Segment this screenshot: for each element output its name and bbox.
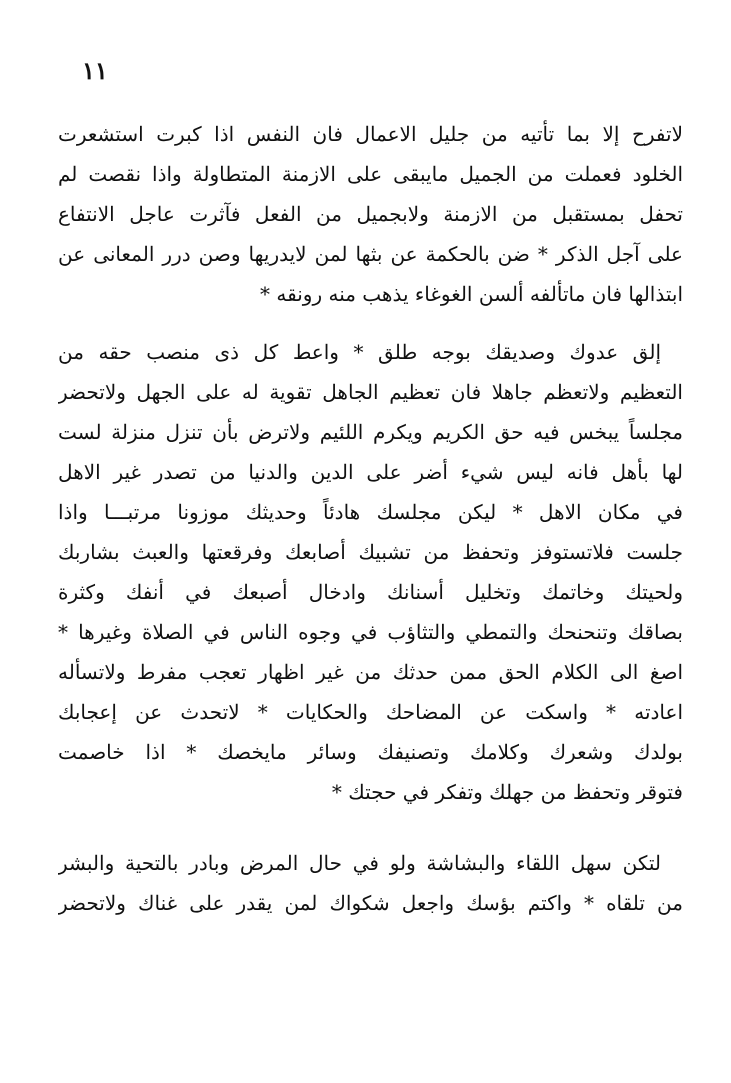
- text-line: إلق عدوك وصديقك بوجه طلق * واعط كل ذى منصب حقه من: [58, 340, 661, 364]
- text-line: من تلقاه * واكتم بؤسك واجعل شكواك لمن يقدر على غناك ولاتحضر: [58, 891, 683, 915]
- text-line: ولحيتك وخاتمك وتخليل أسنانك وادخال أصبعك في أنفك وكثرة: [58, 580, 683, 604]
- text-line: لاتفرح إلا بما تأتيه من جليل الاعمال فان النفس اذا كبرت استشعرت: [58, 122, 683, 146]
- paragraph-2: [58, 332, 683, 812]
- text-line: مجلساً يبخس فيه حق الكريم ويكرم اللئيم ولاترض بأن تنزل منزلة لست: [58, 420, 683, 444]
- text-line: بصاقك وتنحنحك والتمطي والتثاؤب في وجوه الناس في الصلاة وغيرها *: [58, 620, 683, 644]
- paragraph-1: [58, 114, 683, 314]
- page-number: ١١: [82, 56, 108, 85]
- text-line: فتوقر وتحفظ من جهلك وتفكر في حجتك *: [331, 780, 683, 804]
- text-line: الخلود فعملت من الجميل مايبقى على الازمنة المتطاولة واذا نقصت لم: [58, 162, 683, 186]
- text-line: في مكان الاهل * ليكن مجلسك هادئاً وحديثك موزونا مرتبـــا واذا: [58, 500, 683, 524]
- paragraph-3: [58, 843, 683, 923]
- text-line: تحفل بمستقبل من الازمنة ولابجميل من الفعل فآثرت عاجل الانتفاع: [58, 202, 683, 226]
- text-line: لها بأهل فانه ليس شيء أضر على الدين والدنيا من تصدر غير الاهل: [58, 460, 683, 484]
- text-line: اعادته * واسكت عن المضاحك والحكايات * لاتحدث عن إعجابك: [58, 700, 683, 724]
- text-line: على آجل الذكر * ضن بالحكمة عن بثها لمن لايدريها وصن درر المعانى عن: [58, 242, 683, 266]
- text-line: ابتذالها فان ماتألفه ألسن الغوغاء يذهب منه رونقه *: [260, 282, 683, 306]
- text-line: اصغ الى الكلام الحق ممن حدثك من غير اظهار تعجب مفرط ولاتسأله: [58, 660, 683, 684]
- text-line: لتكن سهل اللقاء والبشاشة ولو في حال المرض وبادر بالتحية والبشر: [58, 851, 661, 875]
- text-line: التعظيم ولاتعظم جاهلا فان تعظيم الجاهل تقوية له على الجهل ولاتحضر: [58, 380, 683, 404]
- text-line: بولدك وشعرك وكلامك وتصنيفك وسائر مايخصك * اذا خاصمت: [58, 740, 683, 764]
- text-line: جلست فلاتستوفز وتحفظ من تشبيك أصابعك وفرقعتها والعبث بشاربك: [58, 540, 683, 564]
